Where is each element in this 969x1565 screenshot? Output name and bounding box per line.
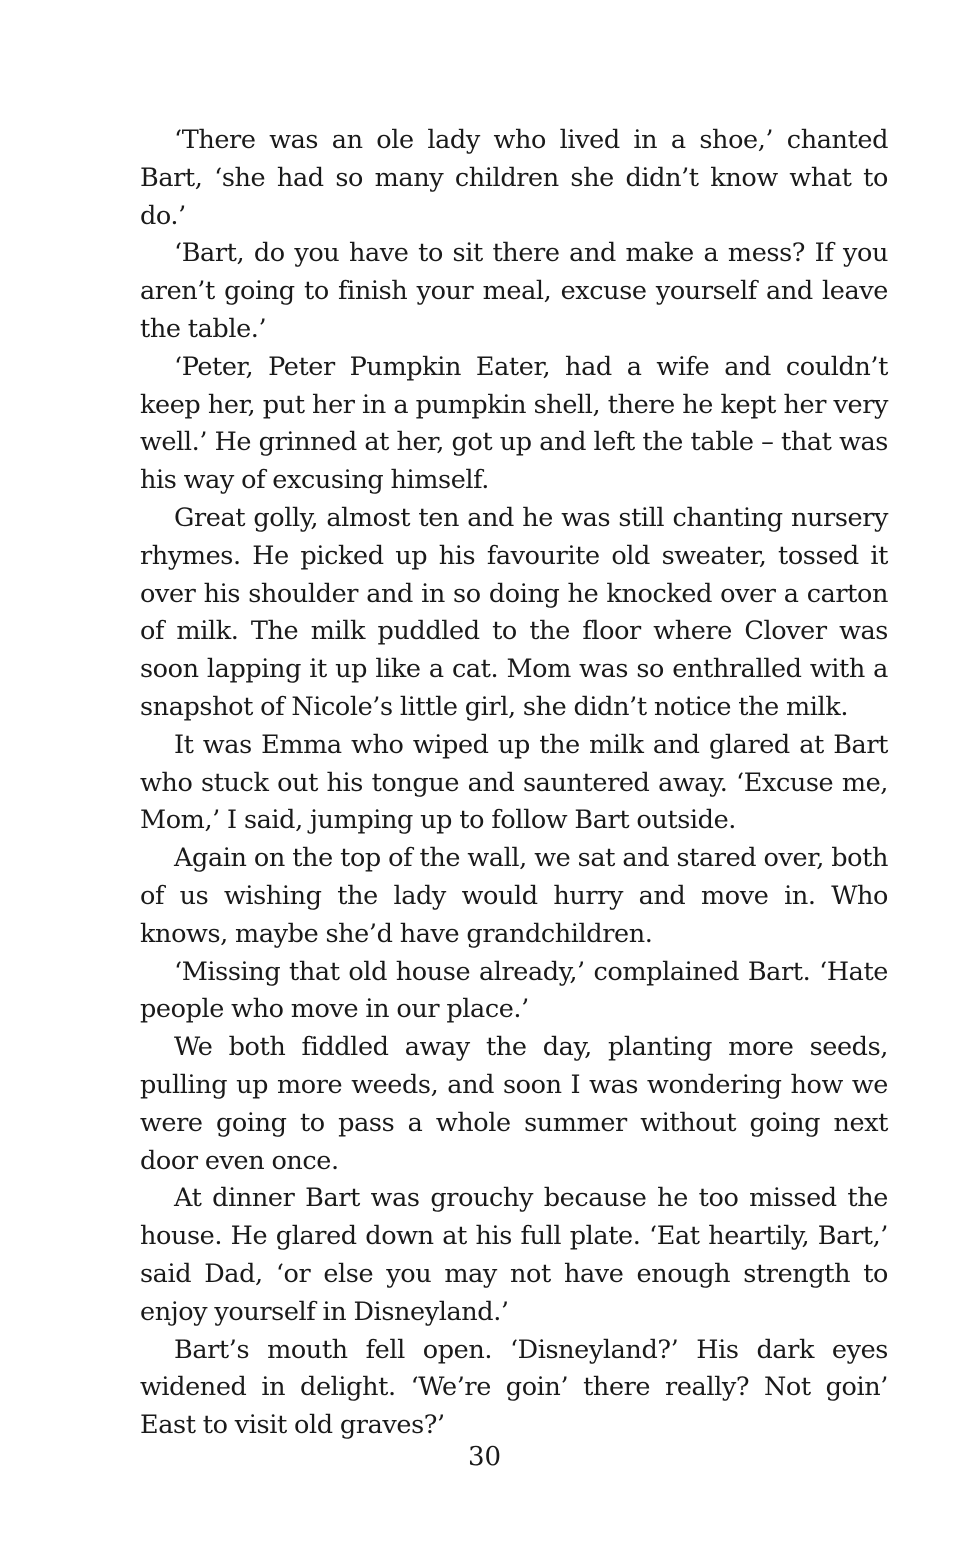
paragraph: It was Emma who wiped up the milk and glared at Bart who stuck out his tongue and sauntered away. ‘Excuse me, Mom,’ I said, jumping up to follow Bart outside.	[140, 729, 888, 836]
paragraph: Again on the top of the wall, we sat and stared over, both of us wishing the lady would hurry and move in. Who knows, maybe she’d have grandchildren.	[140, 843, 888, 949]
body-text	[140, 122, 888, 1445]
paragraph: ‘There was an ole lady who lived in a shoe,’ chanted Bart, ‘she had so many children she didn’t know what to do.’	[140, 125, 888, 231]
paragraph: ‘Peter, Peter Pumpkin Eater, had a wife and couldn’t keep her, put her in a pumpkin shell, there he kept her very well.’ He grinned at her, got up and left the table – that was his way of excusing himself.	[140, 351, 888, 496]
paragraph: At dinner Bart was grouchy because he too missed the house. He glared down at his full plate. ‘Eat heartily, Bart,’ said Dad, ‘or else you may not have enough strength to enjoy yourself in Disneyland.’	[140, 1183, 888, 1327]
page-number: 30	[467, 1442, 502, 1472]
paragraph: ‘Missing that old house already,’ complained Bart. ‘Hate people who move in our place.’	[140, 956, 888, 1025]
paragraph: We both fiddled away the day, planting more seeds, pulling up more weeds, and soon I was wondering how we were going to pass a whole summer without going next door even once.	[140, 1032, 888, 1176]
paragraph: ‘Bart, do you have to sit there and make a mess? If you aren’t going to finish your meal, excuse yourself and leave the table.’	[140, 238, 888, 344]
paragraph: Bart’s mouth fell open. ‘Disneyland?’ His dark eyes widened in delight. ‘We’re goin’ there really? Not goin’ East to visit old graves?’	[140, 1334, 888, 1441]
paragraph: Great golly, almost ten and he was still chanting nursery rhymes. He picked up his favourite old sweater, tossed it over his shoulder and in so doing he knocked over a carton of milk. The milk puddled to the floor where Clover was soon lapping it up like a cat. Mom was so enthralled with a snapshot of Nicole’s little girl, she didn’t notice the milk.	[140, 502, 888, 722]
